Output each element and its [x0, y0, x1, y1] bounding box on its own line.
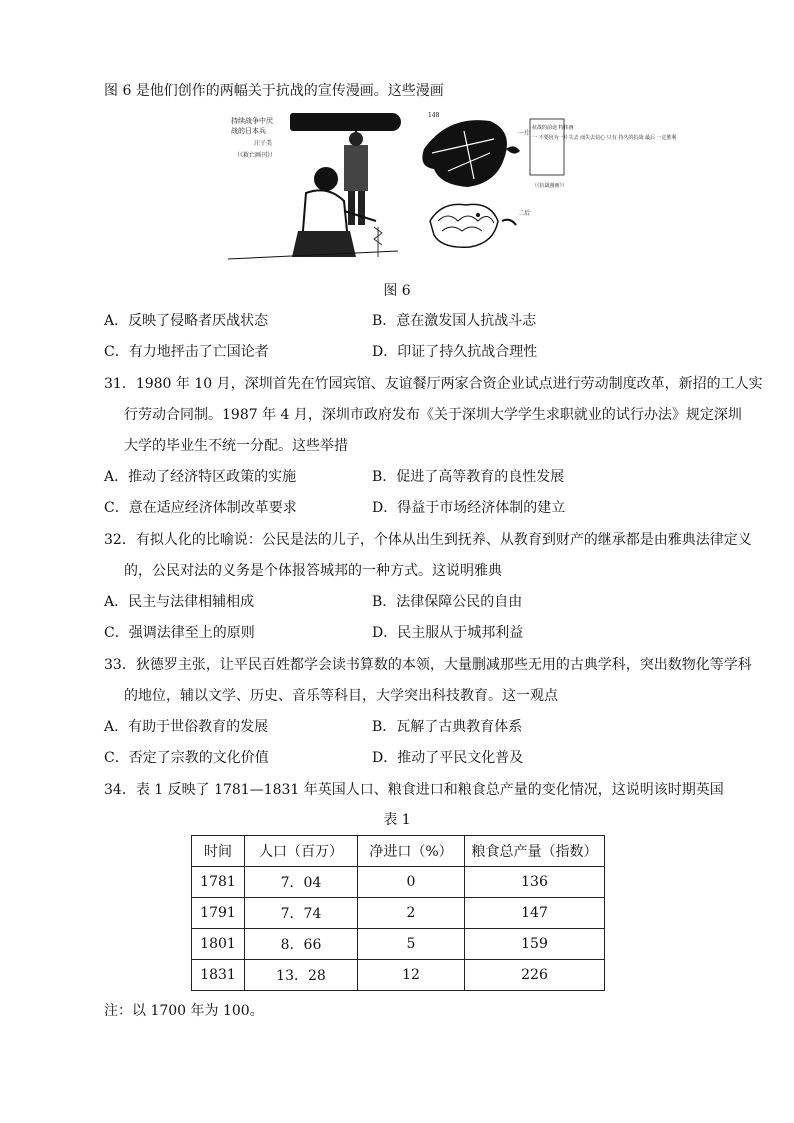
caterpillar-icon — [506, 146, 520, 153]
right-cap-1: 一片 — [518, 130, 531, 137]
table-cell: 0 — [358, 867, 465, 898]
right-sub: 一 不要因为一片失去 而失去信心 只有 持久的抗战 最后 一定胜利 — [532, 135, 677, 141]
worm-icon — [502, 220, 516, 225]
right-cap-2: 二后 — [518, 210, 531, 217]
table-cell: 1791 — [192, 898, 245, 929]
table-cell: 13．28 — [245, 960, 358, 991]
q31-line-2: 行劳动合同制。1987 年 4 月，深圳市政府发布《关于深圳大学学生求职就业的试行办法》规定深圳 — [124, 407, 742, 423]
table-cell: 1831 — [192, 960, 245, 991]
table-cell: 8．66 — [245, 929, 358, 960]
gun-barrel-icon — [290, 113, 394, 131]
left-title-1: 持续战争中厌 — [231, 117, 273, 125]
table-cell: 12 — [358, 960, 465, 991]
left-author: 汪子美 — [254, 140, 273, 147]
table-cell: 7．04 — [245, 867, 358, 898]
table-cell: 136 — [465, 867, 605, 898]
table-row — [192, 929, 605, 960]
q33-option-a[interactable]: A．有助于世俗教育的发展 — [104, 719, 269, 735]
q32-line-2: 的，公民对法的义务是个体报答城邦的一种方式。这说明雅典 — [124, 563, 502, 579]
q33-option-d[interactable]: D．推动了平民文化普及 — [372, 750, 524, 766]
kneeling-soldier-icon — [314, 167, 338, 191]
left-title-2: 战的日本兵 — [231, 127, 266, 135]
left-source: （《救亡画刊》） — [234, 152, 277, 159]
table-row — [192, 867, 605, 898]
header-cell: 净进口（%） — [358, 836, 465, 867]
q33-option-b[interactable]: B．瓦解了古典教育体系 — [372, 719, 523, 735]
hanging-soldier-icon — [344, 145, 368, 191]
q31-option-d[interactable]: D．得益于市场经济体制的建立 — [372, 500, 566, 516]
page-number: 148 — [428, 112, 440, 119]
header-cell: 时间 — [192, 836, 245, 867]
header-cell: 粮食总产量（指数） — [465, 836, 605, 867]
table-cell: 5 — [358, 929, 465, 960]
bird-icon — [430, 204, 498, 247]
table-cell: 226 — [465, 960, 605, 991]
q32-option-b[interactable]: B．法律保障公民的自由 — [372, 594, 523, 610]
q30-option-b[interactable]: B．意在激发国人抗战斗志 — [372, 313, 537, 329]
table-row — [192, 960, 605, 991]
q32-option-a[interactable]: A．民主与法律相辅相成 — [104, 594, 255, 610]
q31-option-a[interactable]: A．推动了经济特区政策的实施 — [104, 469, 297, 485]
q33-line-2: 的地位，辅以文学、历史、音乐等科目，大学突出科技教育。这一观点 — [124, 688, 558, 704]
data-table — [191, 835, 605, 991]
figure-6-cartoons — [228, 109, 677, 267]
leaf-icon — [422, 120, 507, 187]
q33-line-1: 33．狄德罗主张，让平民百姓都学会读书算数的本领，大量删减那些无用的古典学科，突出数物化等学科 — [104, 657, 752, 673]
q30-option-d[interactable]: D．印证了持久抗战合理性 — [372, 344, 538, 360]
q32-option-c[interactable]: C．强调法律至上的原则 — [104, 625, 255, 641]
q31-option-c[interactable]: C．意在适应经济体制改革要求 — [104, 500, 297, 516]
table-cell: 147 — [465, 898, 605, 929]
q33-option-c[interactable]: C．否定了宗教的文化价值 — [104, 750, 269, 766]
q31-line-1: 31．1980 年 10 月，深圳首先在竹园宾馆、友谊餐厅两家合资企业试点进行劳动制度改革，新招的工人实 — [104, 376, 763, 392]
table-cell: 159 — [465, 929, 605, 960]
table-cell: 2 — [358, 898, 465, 929]
q32-line-1: 32．有拟人化的比喻说：公民是法的儿子，个体从出生到抚养、从教育到财产的继承都是由雅典法律定义 — [104, 532, 752, 548]
header-cell: 人口（百万） — [245, 836, 358, 867]
q30-option-a[interactable]: A．反映了侵略者厌战状态 — [104, 313, 269, 329]
q30-stem: 图 6 是他们创作的两幅关于抗战的宣传漫画。这些漫画 — [104, 83, 444, 99]
q30-option-c[interactable]: C．有力地抨击了亡国论者 — [104, 344, 269, 360]
table-caption: 表 1 — [383, 812, 411, 828]
q31-line-3: 大学的毕业生不统一分配。这些举措 — [124, 438, 348, 454]
table-row — [192, 898, 605, 929]
right-title: 抗战的前途 特伟画 — [532, 125, 574, 131]
table-cell: 1801 — [192, 929, 245, 960]
right-source: （《抗战漫画》） — [532, 183, 568, 189]
figure-caption: 图 6 — [383, 283, 411, 299]
table-note: 注：以 1700 年为 100。 — [104, 1003, 264, 1019]
table-cell: 1781 — [192, 867, 245, 898]
table-header-row — [192, 836, 605, 867]
cartoon-illustration — [228, 109, 677, 267]
q32-option-d[interactable]: D．民主服从于城邦利益 — [372, 625, 524, 641]
q34-line-1: 34．表 1 反映了 1781—1831 年英国人口、粮食进口和粮食总产量的变化情况，这说明该时期英国 — [104, 782, 724, 798]
q31-option-b[interactable]: B．促进了高等教育的良性发展 — [372, 469, 565, 485]
table-cell: 7．74 — [245, 898, 358, 929]
